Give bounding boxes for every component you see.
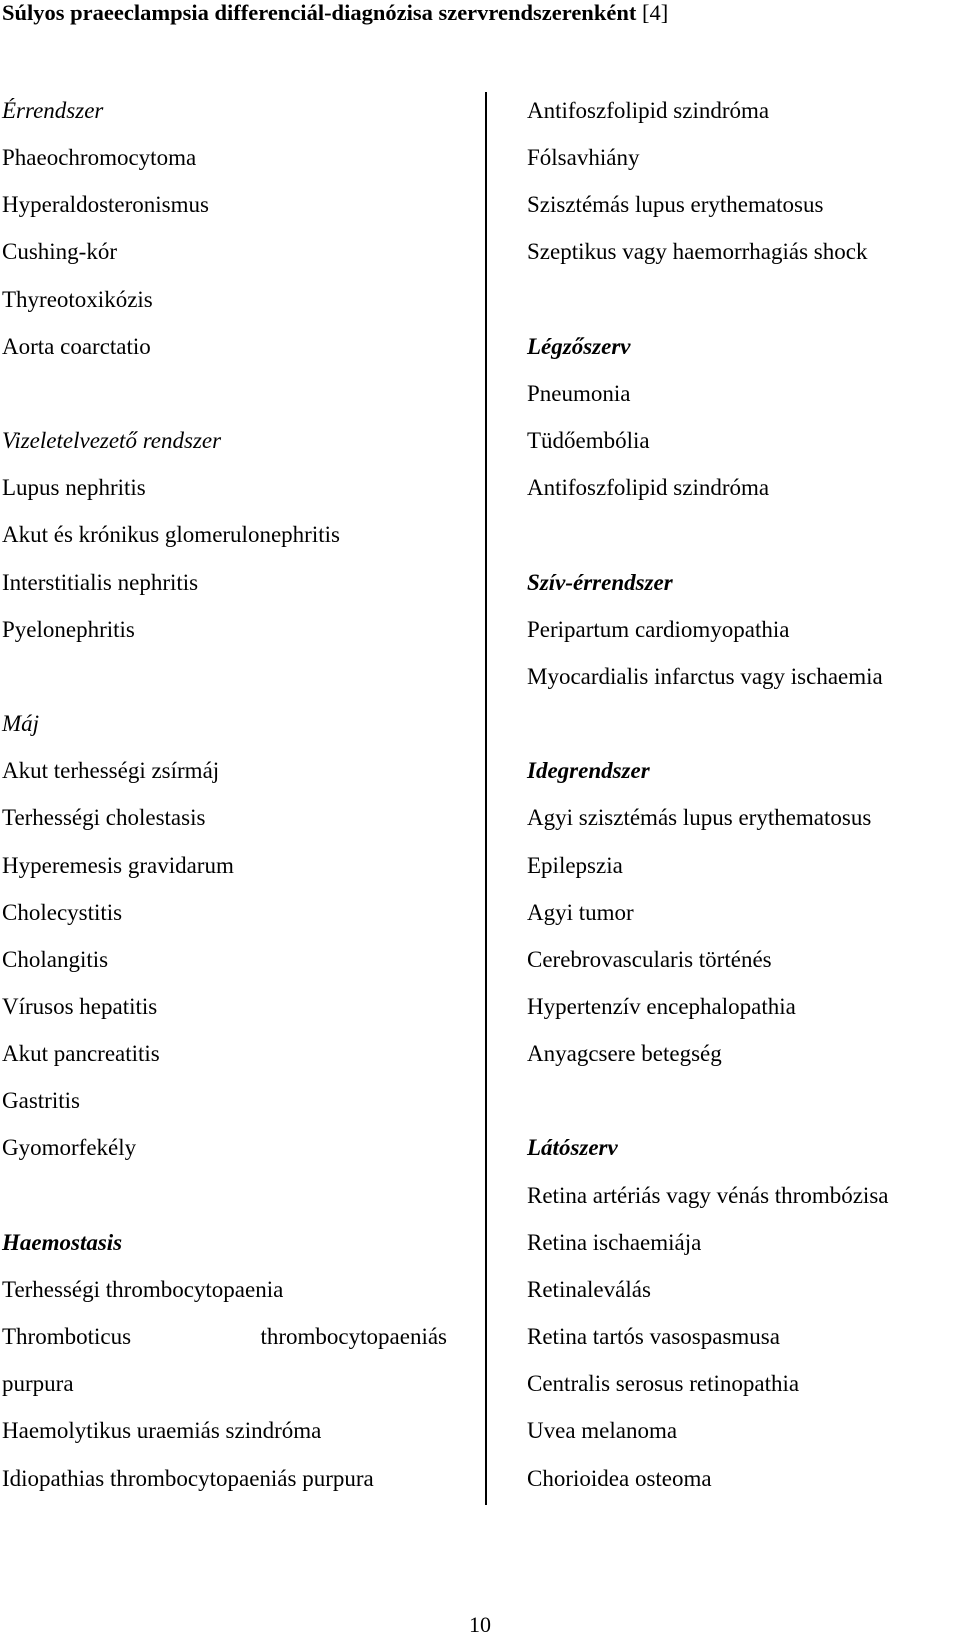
list-item: Szisztémás lupus erythematosus	[527, 192, 824, 218]
spacer	[2, 653, 447, 700]
ttp-word-2: thrombocytopaeniás	[260, 1324, 447, 1350]
list-item: Phaeochromocytoma	[2, 145, 197, 171]
section-heading-legzoszerv: Légzőszerv	[527, 333, 631, 359]
list-item-ttp	[2, 1313, 447, 1360]
title-reference: [4]	[641, 0, 669, 25]
spacer	[527, 511, 957, 558]
list-item: Peripartum cardiomyopathia	[527, 616, 790, 642]
list-item: Akut pancreatitis	[2, 1041, 160, 1067]
right-column	[527, 87, 957, 1502]
spacer	[527, 700, 957, 747]
list-item: Cushing-kór	[2, 239, 117, 265]
list-item: Terhességi cholestasis	[2, 805, 206, 831]
list-item: Antifoszfolipid szindróma	[527, 475, 770, 501]
list-item: Gyomorfekély	[2, 1135, 137, 1161]
list-item: Interstitialis nephritis	[2, 569, 199, 595]
list-item: Vírusos hepatitis	[2, 993, 158, 1019]
section-heading-errendszer: Érrendszer	[2, 98, 104, 123]
list-item: Chorioidea osteoma	[527, 1465, 712, 1491]
list-item: Retina ischaemiája	[527, 1229, 702, 1255]
list-item: Gastritis	[2, 1088, 80, 1114]
list-item: Hyperaldosteronismus	[2, 192, 209, 218]
list-item: Terhességi thrombocytopaenia	[2, 1276, 284, 1302]
section-heading-latoszerv: Látószerv	[527, 1135, 618, 1161]
list-item: Cholangitis	[2, 946, 109, 972]
list-item: Lupus nephritis	[2, 475, 146, 501]
list-item: Hypertenzív encephalopathia	[527, 993, 796, 1019]
ttp-word-1: Thromboticus	[2, 1324, 132, 1350]
section-heading-vizeletelvezeto: Vizeletelvezető rendszer	[2, 428, 222, 454]
section-heading-idegrendszer: Idegrendszer	[527, 758, 650, 784]
spacer	[2, 1172, 447, 1219]
list-item: Uvea melanoma	[527, 1418, 678, 1444]
list-item: Myocardialis infarctus vagy ischaemia	[527, 663, 883, 689]
list-item: Cholecystitis	[2, 899, 123, 925]
list-item: Akut és krónikus glomerulonephritis	[2, 522, 340, 548]
list-item: Fólsavhiány	[527, 145, 640, 171]
list-item: Pyelonephritis	[2, 616, 135, 642]
list-item: Szeptikus vagy haemorrhagiás shock	[527, 239, 868, 265]
list-item: Idiopathias thrombocytopaeniás purpura	[2, 1465, 374, 1491]
title-text: Súlyos praeeclampsia differenciál-diagnózisa szervrendszerenként	[2, 0, 637, 25]
list-item: Epilepszia	[527, 852, 623, 878]
column-divider	[485, 92, 487, 1505]
list-item: Cerebrovascularis történés	[527, 946, 772, 972]
list-item: Pneumonia	[527, 380, 631, 406]
spacer	[527, 1077, 957, 1124]
list-item: Retina tartós vasospasmusa	[527, 1324, 780, 1350]
list-item: Aorta coarctatio	[2, 333, 151, 359]
section-heading-haemostasis: Haemostasis	[2, 1229, 123, 1255]
list-item-ttp-continuation: purpura	[2, 1371, 74, 1397]
list-item: Akut terhességi zsírmáj	[2, 758, 220, 784]
list-item: Centralis serosus retinopathia	[527, 1371, 800, 1397]
page-title	[2, 0, 668, 26]
section-heading-maj: Máj	[2, 711, 40, 737]
list-item: Haemolytikus uraemiás szindróma	[2, 1418, 322, 1444]
spacer	[2, 370, 447, 417]
list-item: Agyi szisztémás lupus erythematosus	[527, 805, 872, 831]
list-item: Agyi tumor	[527, 899, 634, 925]
page-number: 10	[469, 1612, 491, 1637]
list-item: Antifoszfolipid szindróma	[527, 98, 770, 123]
list-item: Tüdőembólia	[527, 428, 650, 454]
list-item: Retinaleválás	[527, 1276, 651, 1302]
list-item: Retina artériás vagy vénás thrombózisa	[527, 1182, 889, 1208]
left-column	[2, 87, 447, 1502]
spacer	[527, 276, 957, 323]
section-heading-sziv: Szív-érrendszer	[527, 569, 673, 595]
list-item: Hyperemesis gravidarum	[2, 852, 234, 878]
list-item: Thyreotoxikózis	[2, 286, 153, 312]
list-item: Anyagcsere betegség	[527, 1041, 722, 1067]
